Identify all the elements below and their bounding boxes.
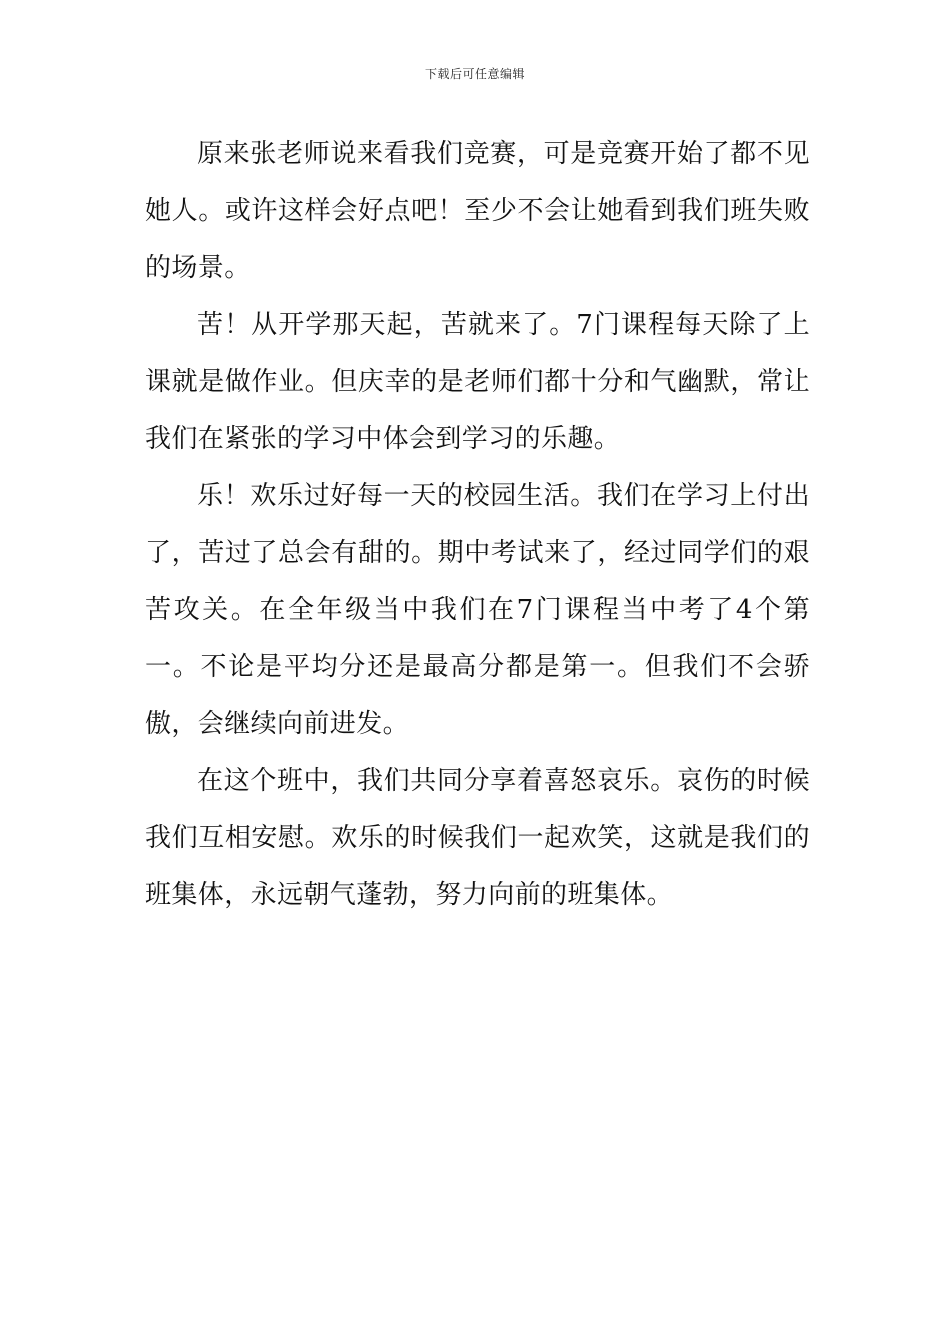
- page-header: 下载后可任意编辑: [424, 67, 525, 81]
- paragraph-1: 原来张老师说来看我们竞赛，可是竞赛开始了都不见她人。或许这样会好点吧！至少不会让她看到我们班失败的场景。: [145, 139, 810, 283]
- paragraph-3: 乐！欢乐过好每一天的校园生活。我们在学习上付出了，苦过了总会有甜的。期中考试来了，经过同学们的艰苦攻关。在全年级当中我们在7门课程当中考了4个第一。不论是平均分还是最高分都是第一。但我们不会骄傲，会继续向前进发。: [145, 481, 810, 739]
- paragraph-4: 在这个班中，我们共同分享着喜怒哀乐。哀伤的时候我们互相安慰。欢乐的时候我们一起欢笑，这就是我们的班集体，永远朝气蓬勃，努力向前的班集体。: [145, 766, 810, 910]
- document-body: [145, 126, 810, 924]
- paragraph-2: 苦！从开学那天起，苦就来了。7门课程每天除了上课就是做作业。但庆幸的是老师们都十分和气幽默，常让我们在紧张的学习中体会到学习的乐趣。: [145, 310, 810, 454]
